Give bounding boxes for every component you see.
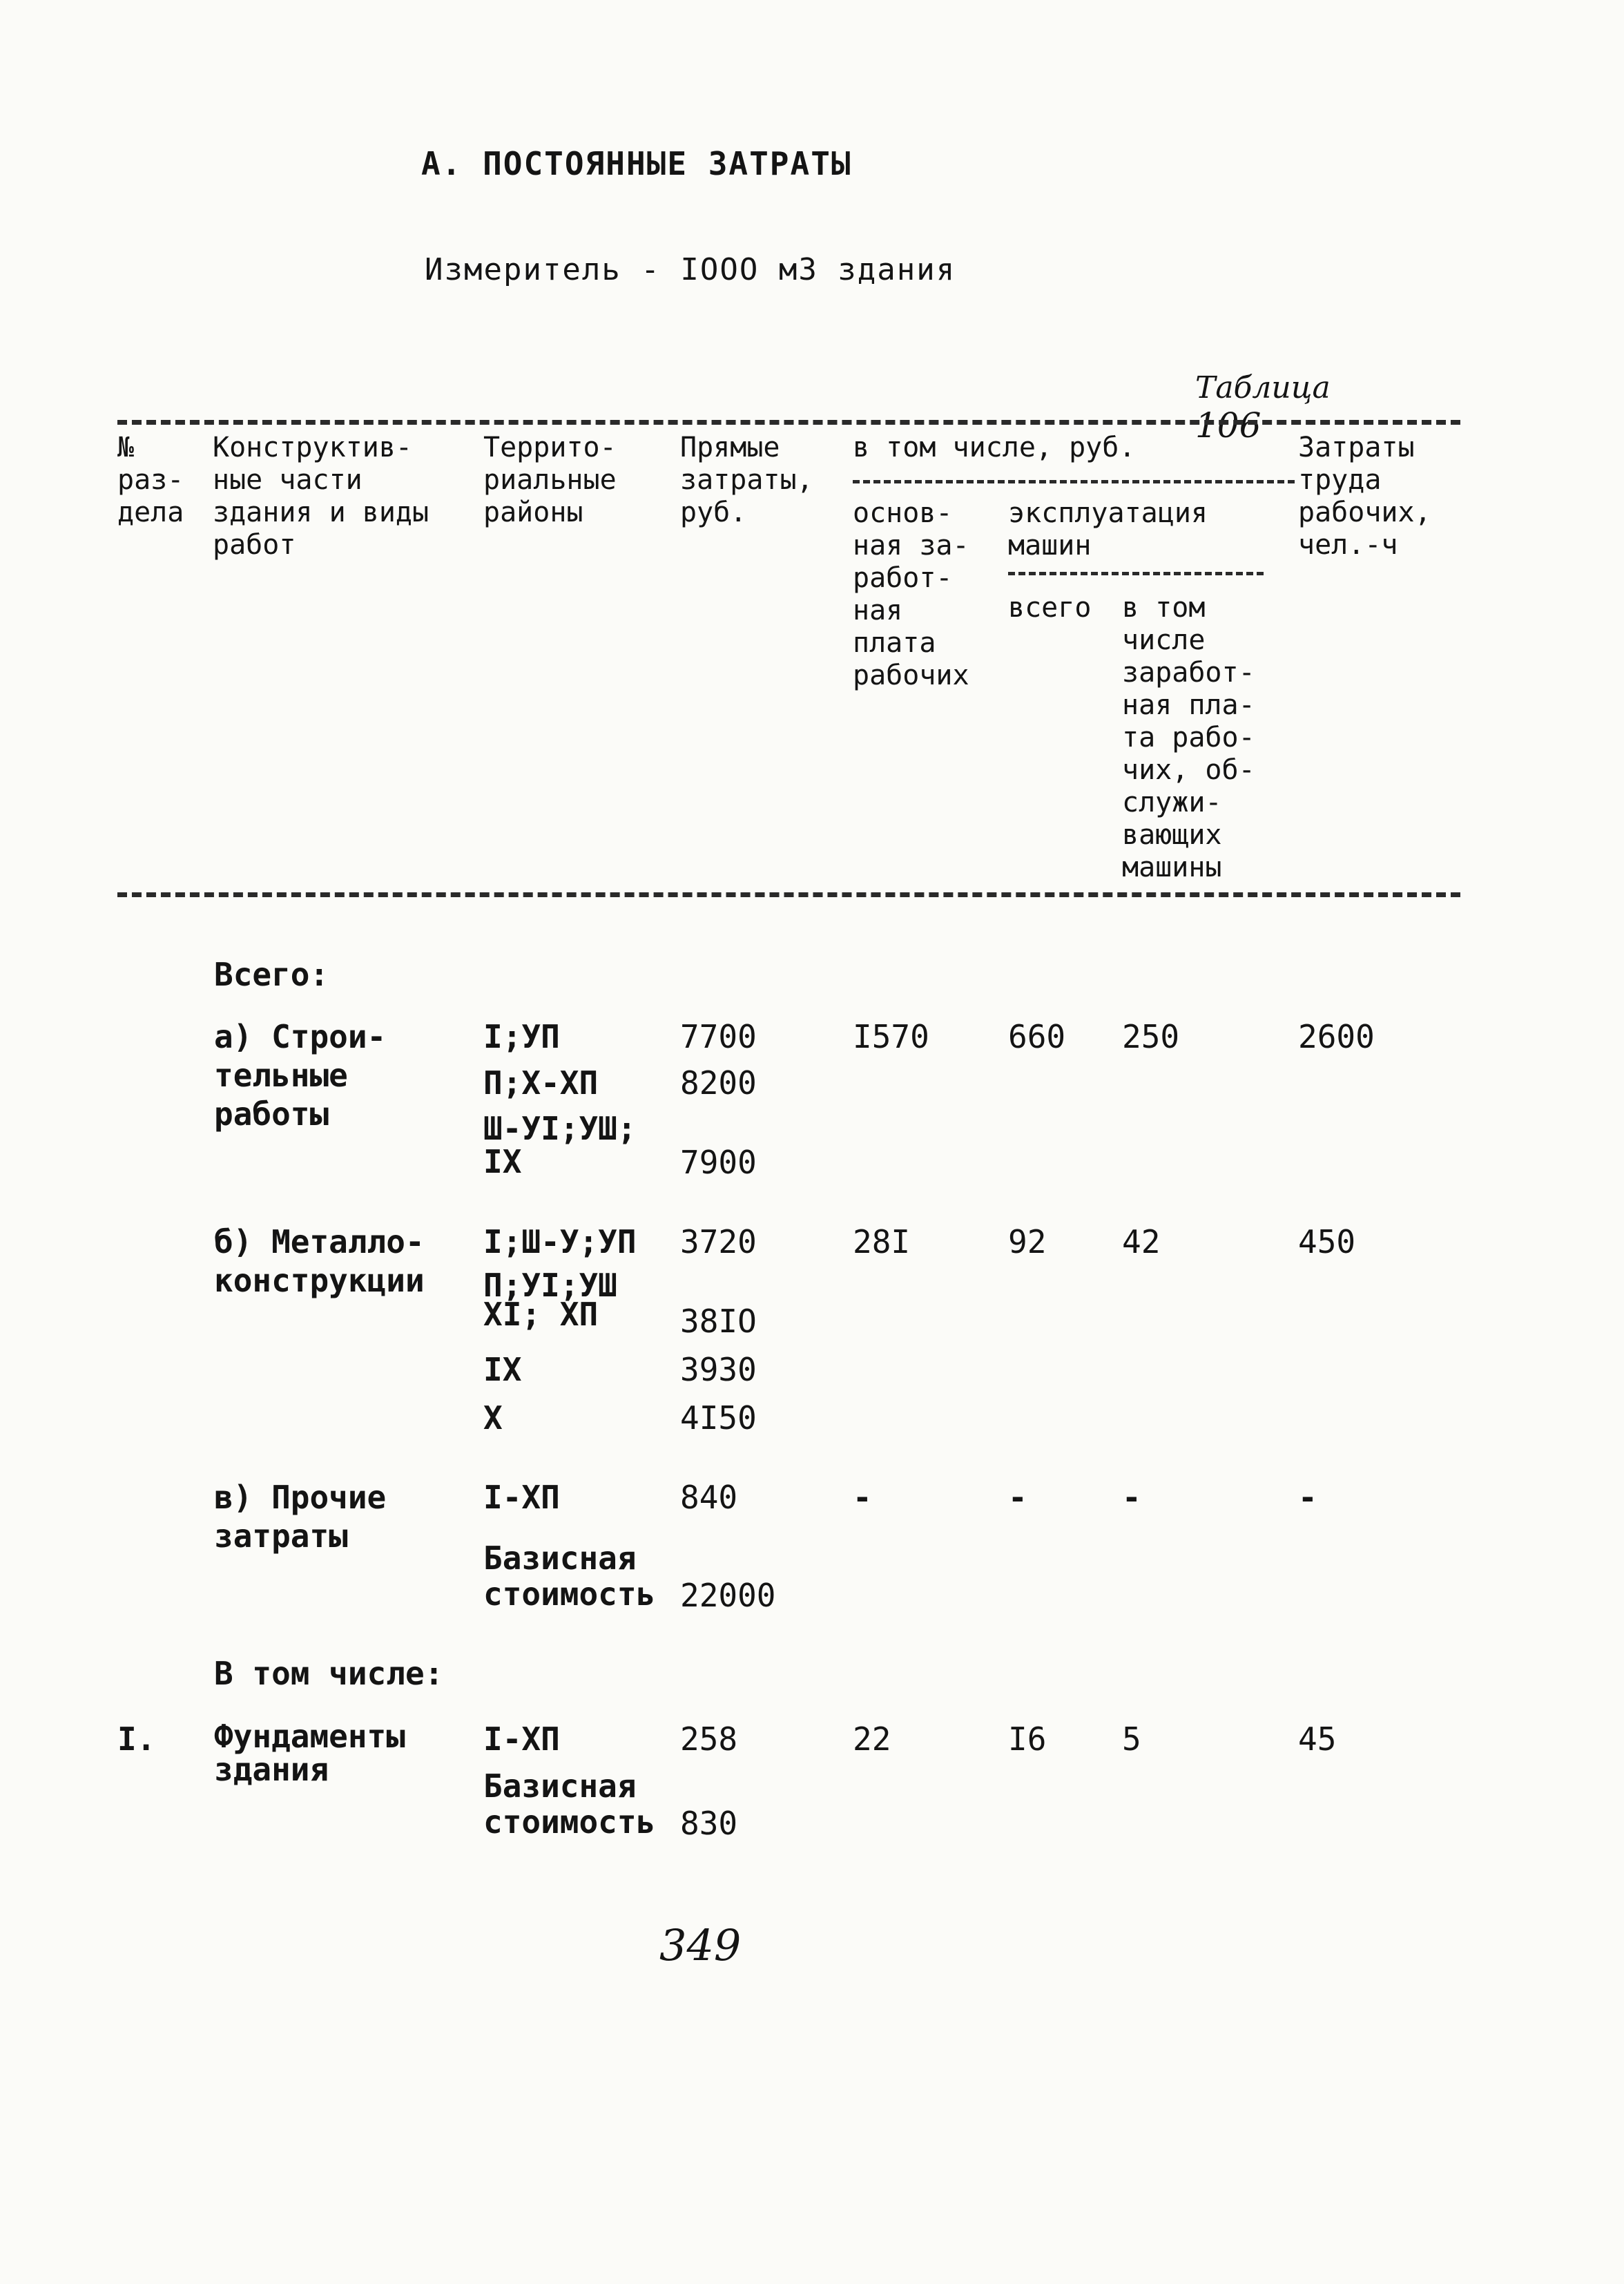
row-b-direct-3: 3930 bbox=[680, 1351, 757, 1388]
basis-cost-value: 22000 bbox=[680, 1577, 776, 1614]
col-header-direct-costs: Прямые затраты, руб. bbox=[680, 432, 813, 528]
header-subrule-machines bbox=[1008, 572, 1264, 575]
col-header-section-number: № раз- дела bbox=[117, 432, 184, 528]
row-a-direct-1: 7700 bbox=[680, 1018, 757, 1055]
row-1-labor: 45 bbox=[1298, 1720, 1337, 1758]
row-c-base-wage: - bbox=[853, 1479, 872, 1516]
row-1-label: Фундаменты здания bbox=[214, 1718, 405, 1788]
row-c-region: I-XП bbox=[483, 1479, 560, 1516]
row-1-basis-label: Базисная стоимость bbox=[483, 1767, 656, 1841]
row-a-machines-wage: 250 bbox=[1122, 1018, 1180, 1055]
row-1-basis-value: 830 bbox=[680, 1805, 738, 1842]
row-1-direct: 258 bbox=[680, 1720, 738, 1758]
section-heading: А. ПОСТОЯННЫЕ ЗАТРАТЫ bbox=[421, 145, 852, 182]
col-header-base-wage: основ- ная за- работ- ная плата рабочих bbox=[853, 497, 969, 691]
col-header-machines: эксплуатация машин bbox=[1008, 497, 1208, 562]
total-label: Всего: bbox=[214, 956, 329, 993]
row-c-machines-wage: - bbox=[1122, 1479, 1141, 1516]
row-c-direct: 840 bbox=[680, 1479, 738, 1516]
row-a-region-3: Ш-УI;УШ; IX bbox=[483, 1110, 637, 1180]
row-a-region-1: I;УП bbox=[483, 1018, 560, 1055]
row-b-region-1: I;Ш-У;УП bbox=[483, 1223, 637, 1260]
row-a-direct-2: 8200 bbox=[680, 1064, 757, 1102]
row-b-direct-4: 4I50 bbox=[680, 1399, 757, 1437]
row-b-direct-2: 38IO bbox=[680, 1303, 757, 1340]
col-header-machines-wage: в том числе заработ- ная пла- та рабо- чих, об- служи- вающих машины bbox=[1122, 592, 1255, 883]
row-c-label: в) Прочие затраты bbox=[214, 1479, 387, 1555]
including-label: В том числе: bbox=[214, 1655, 444, 1692]
row-b-machines-total: 92 bbox=[1008, 1223, 1047, 1260]
basis-cost-label: Базисная стоимость bbox=[483, 1539, 656, 1613]
row-c-labor: - bbox=[1298, 1479, 1317, 1516]
col-header-regions: Террито- риальные районы bbox=[483, 432, 617, 528]
row-1-number: I. bbox=[117, 1720, 156, 1758]
row-a-labor: 2600 bbox=[1298, 1018, 1375, 1055]
table-number: 106 bbox=[1195, 405, 1262, 445]
row-c-machines-total: - bbox=[1008, 1479, 1027, 1516]
measure-unit: Измеритель - IOOO м3 здания bbox=[425, 252, 956, 287]
col-header-machines-total: всего bbox=[1008, 592, 1092, 624]
row-b-label: б) Металло- конструкции bbox=[214, 1223, 425, 1299]
row-1-region: I-XП bbox=[483, 1720, 560, 1758]
col-header-including: в том числе, руб. bbox=[853, 432, 1136, 463]
row-1-base-wage: 22 bbox=[853, 1720, 891, 1758]
row-b-labor: 450 bbox=[1298, 1223, 1356, 1260]
row-a-machines-total: 660 bbox=[1008, 1018, 1066, 1055]
row-b-direct-1: 3720 bbox=[680, 1223, 757, 1260]
row-b-base-wage: 28I bbox=[853, 1223, 911, 1260]
table-header-rule bbox=[117, 892, 1460, 897]
row-b-region-2: П;УI;УШ XI; XП bbox=[483, 1267, 617, 1333]
row-1-machines-wage: 5 bbox=[1122, 1720, 1141, 1758]
row-b-machines-wage: 42 bbox=[1122, 1223, 1161, 1260]
row-b-region-4: X bbox=[483, 1399, 503, 1437]
col-header-structural-parts: Конструктив- ные части здания и виды работ bbox=[213, 432, 429, 561]
row-a-region-2: П;Х-ХП bbox=[483, 1064, 599, 1102]
row-a-label: а) Строи- тельные работы bbox=[214, 1018, 387, 1133]
row-a-direct-3: 7900 bbox=[680, 1144, 757, 1181]
header-subrule-including bbox=[853, 480, 1295, 483]
row-1-machines-total: I6 bbox=[1008, 1720, 1047, 1758]
page-number: 349 bbox=[659, 1920, 742, 1970]
col-header-labor: Затраты труда рабочих, чел.-ч bbox=[1298, 432, 1431, 561]
table-top-rule bbox=[117, 420, 1460, 425]
row-b-region-3: IX bbox=[483, 1351, 522, 1388]
row-a-base-wage: I570 bbox=[853, 1018, 929, 1055]
table-label: Таблица bbox=[1195, 370, 1331, 405]
